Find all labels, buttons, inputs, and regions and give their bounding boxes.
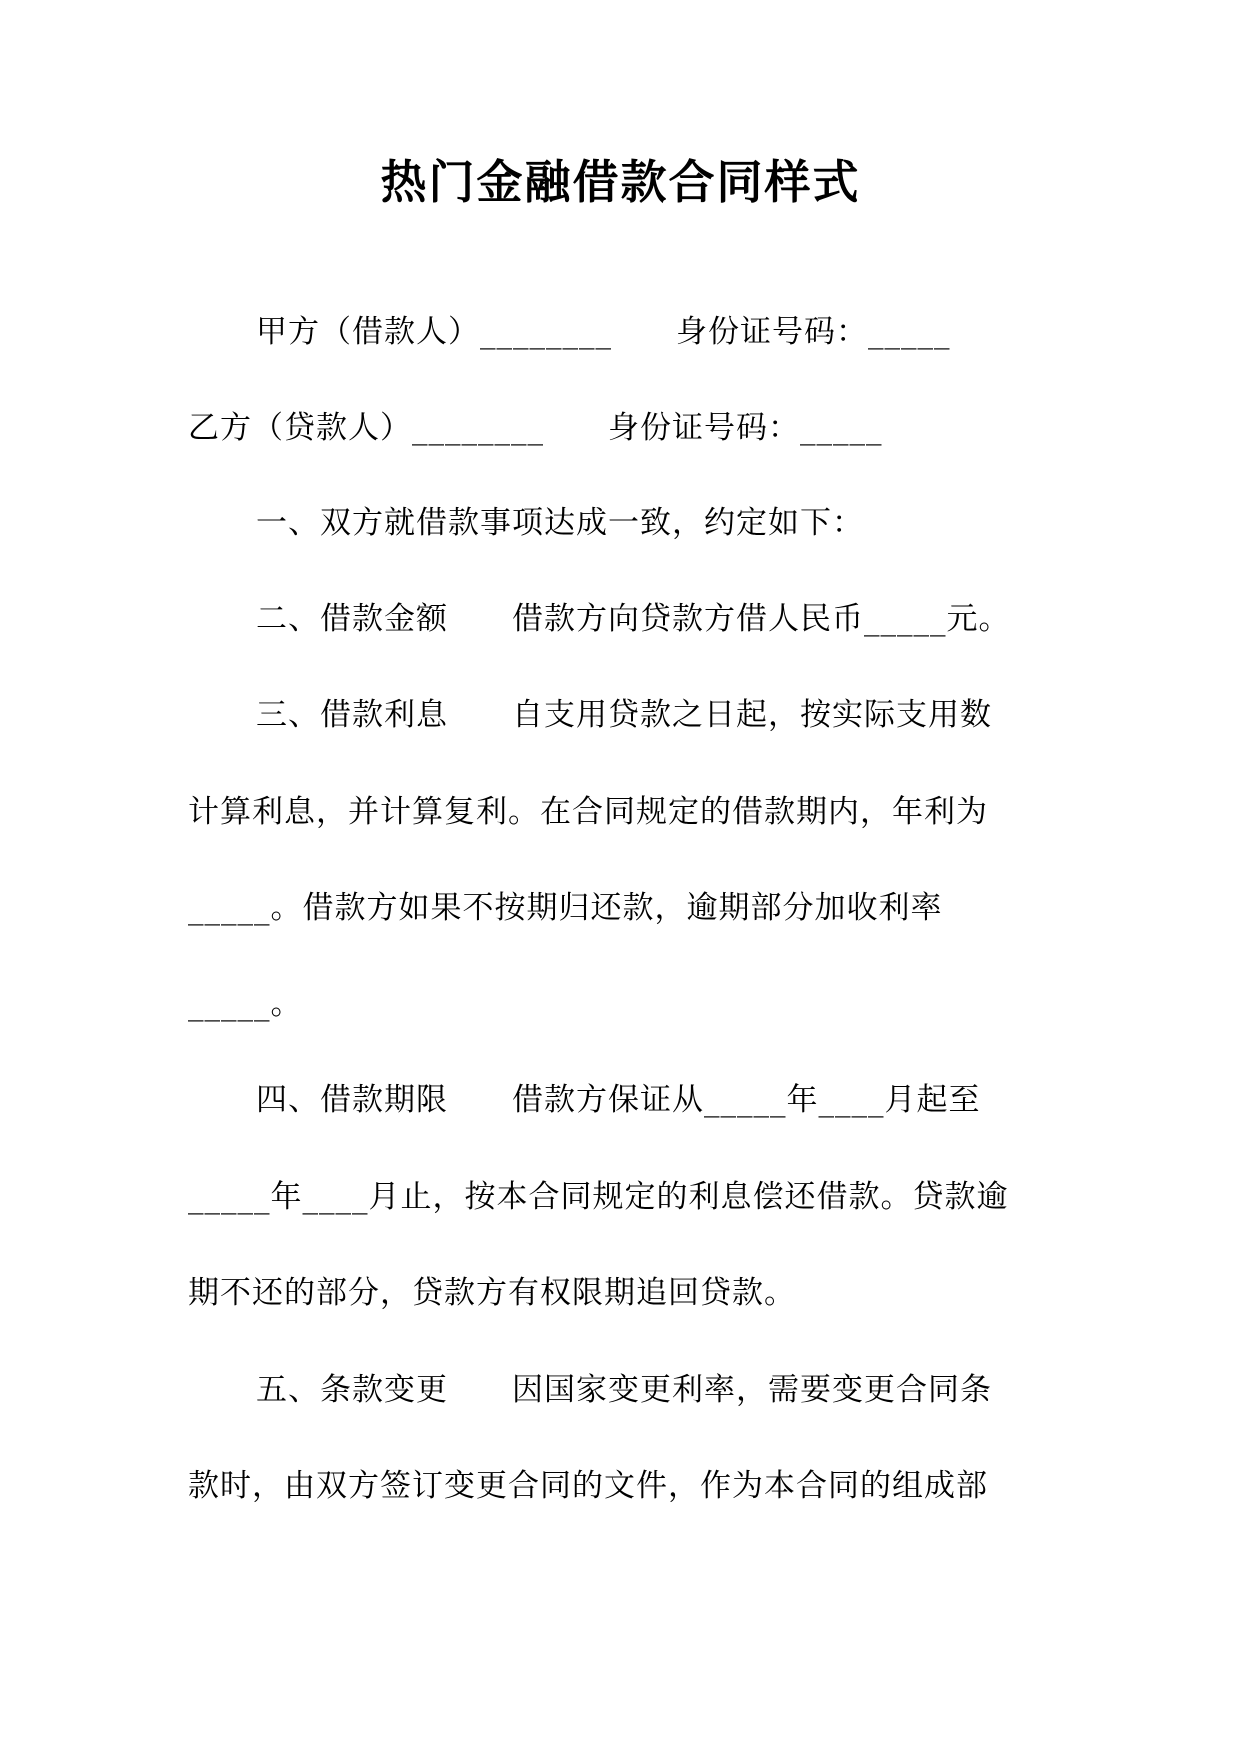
clause-2-line: 二、借款金额 借款方向贷款方借人民币_____元。 [256, 601, 1011, 637]
clause-4-line-2: _____年____月止，按本合同规定的利息偿还借款。贷款逾 [188, 1179, 1009, 1215]
clause-5-line-1: 五、条款变更 因国家变更利率，需要变更合同条 [256, 1372, 992, 1408]
party-a-line: 甲方（借款人）________ 身份证号码：_____ [256, 314, 951, 350]
clause-3-line-2: 计算利息，并计算复利。在合同规定的借款期内，年利为 [188, 794, 988, 830]
clause-3-line-4: _____。 [188, 986, 303, 1022]
party-b-line: 乙方（贷款人）________ 身份证号码：_____ [188, 410, 883, 446]
clause-5-line-2: 款时，由双方签订变更合同的文件，作为本合同的组成部 [188, 1468, 988, 1504]
clause-1-line: 一、双方就借款事项达成一致，约定如下： [256, 505, 864, 541]
clause-4-line-1: 四、借款期限 借款方保证从_____年____月起至 [256, 1082, 981, 1118]
clause-3-line-3: _____。借款方如果不按期归还款，逾期部分加收利率 [188, 890, 943, 926]
clause-3-line-1: 三、借款利息 自支用贷款之日起，按实际支用数 [256, 697, 992, 733]
clause-4-line-3: 期不还的部分，贷款方有权限期追回贷款。 [188, 1275, 796, 1311]
document-title: 热门金融借款合同样式 [380, 155, 861, 209]
